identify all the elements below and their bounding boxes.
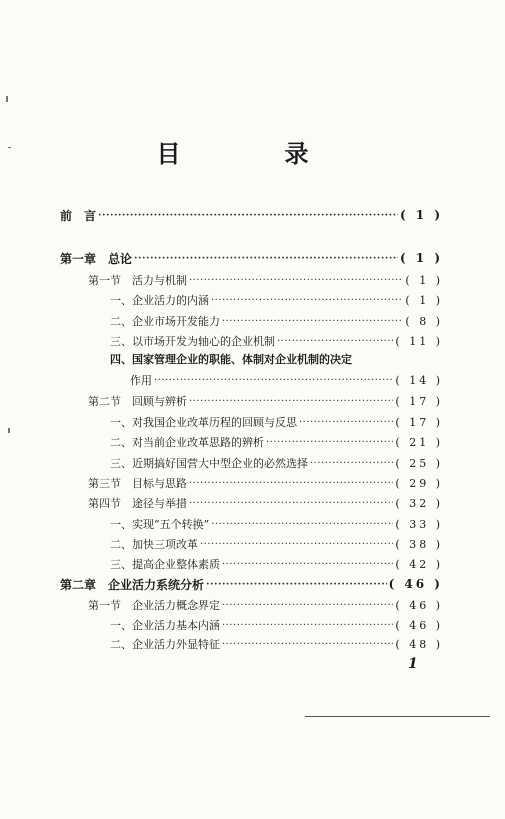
- toc-entry-label: 一、对我国企业改革历程的回顾与反思: [110, 416, 297, 429]
- toc-entry-section: [88, 473, 443, 493]
- toc-entry-label: 第二节 回顾与辨析: [88, 395, 187, 408]
- toc-entry-page: ( 46 ): [395, 618, 443, 632]
- toc-entry-page: ( 46 ): [395, 598, 443, 612]
- toc-leader-dots: [211, 295, 403, 306]
- toc-entry-page: ( 14 ): [395, 373, 443, 387]
- toc-entry-page: ( 25 ): [395, 456, 443, 470]
- toc-entry-label: 一、实现“五个转换”: [110, 518, 210, 531]
- toc-entry-label: 第二章 企业活力系统分析: [60, 577, 205, 592]
- toc-entry-chapter-2: [60, 574, 443, 594]
- toc-entry-label: 三、以市场开发为轴心的企业机制: [110, 335, 275, 348]
- toc-entry-first-line: 四、国家管理企业的职能、体制对企业机制的决定: [110, 353, 352, 366]
- toc-entry-subsection: [110, 412, 443, 432]
- toc-entry-subsection: [110, 290, 443, 310]
- page-title: 目 录: [156, 139, 349, 168]
- toc-entry-label: 二、企业市场开发能力: [110, 315, 220, 328]
- toc-leader-dots: [189, 275, 403, 286]
- toc-entry-page: ( 48 ): [395, 637, 443, 651]
- toc-entry-label: 前 言: [60, 208, 97, 223]
- toc-leader-dots: [277, 336, 393, 347]
- toc-entry-page: ( 8 ): [405, 314, 443, 328]
- toc-entry-page: ( 11 ): [395, 334, 443, 348]
- toc-entry-label: 一、企业活力基本内涵: [110, 619, 220, 632]
- toc-entry-page: ( 38 ): [395, 537, 443, 551]
- toc-entry-page: ( 17 ): [395, 394, 443, 408]
- toc-leader-dots: [222, 559, 393, 570]
- toc-leader-dots: [310, 458, 393, 469]
- toc-entry-label: 一、企业活力的内涵: [110, 294, 209, 307]
- toc-entry-page: ( 29 ): [395, 476, 443, 490]
- page-number: 1: [408, 656, 418, 672]
- toc-entry-page: ( 1 ): [405, 273, 443, 287]
- toc-entry-subsection: [110, 311, 443, 331]
- toc-entry-subsection: [110, 634, 443, 654]
- toc-leader-dots: [98, 210, 398, 221]
- toc-entry-subsection: [110, 331, 443, 351]
- toc-entry-label: 第一节 企业活力概念界定: [88, 599, 220, 612]
- toc-entry-preface: [60, 205, 443, 225]
- toc-entry-chapter-1: [60, 248, 443, 268]
- toc-entry-subsection: [110, 432, 443, 452]
- toc-entry-subsection: [110, 554, 443, 574]
- toc-leader-dots: [222, 316, 403, 327]
- toc-entry-label: 三、近期搞好国营大中型企业的必然选择: [110, 457, 308, 470]
- toc-entry-page: ( 42 ): [395, 557, 443, 571]
- toc-entry-label: 二、加快三项改革: [110, 538, 198, 551]
- toc-leader-dots: [134, 253, 398, 264]
- toc-entry-label: 第一章 总论: [60, 251, 133, 266]
- scan-mark: [8, 428, 10, 433]
- toc-leader-dots: [154, 375, 393, 386]
- toc-leader-dots: [211, 519, 393, 530]
- toc-entry-page: ( 46 ): [388, 577, 443, 591]
- toc-entry-section: [88, 391, 443, 411]
- toc-entry-label: 第一节 活力与机制: [88, 274, 187, 287]
- toc-entry-label: 三、提高企业整体素质: [110, 558, 220, 571]
- toc-entry-page: ( 21 ): [395, 435, 443, 449]
- toc-leader-dots: [200, 539, 393, 550]
- toc-entry-subsection: [110, 514, 443, 534]
- toc-leader-dots: [189, 498, 393, 509]
- toc-entry-page: ( 1 ): [399, 208, 443, 222]
- bottom-rule: [305, 716, 490, 717]
- toc-entry-page: ( 32 ): [395, 496, 443, 510]
- toc-entry-page: ( 17 ): [395, 415, 443, 429]
- toc-entry-subsection: [130, 370, 443, 390]
- toc-entry-label: 作用: [130, 374, 152, 387]
- toc-entry-page: ( 1 ): [405, 293, 443, 307]
- toc-entry-subsection: [110, 615, 443, 635]
- toc-leader-dots: [222, 620, 393, 631]
- toc-leader-dots: [299, 417, 393, 428]
- toc-entry-label: 第三节 目标与思路: [88, 477, 187, 490]
- toc-leader-dots: [189, 396, 393, 407]
- toc-leader-dots: [266, 437, 393, 448]
- toc-entry-label: 二、企业活力外显特征: [110, 638, 220, 651]
- toc-entry-section: [88, 595, 443, 615]
- toc-entry-section: [88, 493, 443, 513]
- toc-entry-label: 二、对当前企业改革思路的辨析: [110, 436, 264, 449]
- toc-entry-section: [88, 270, 443, 290]
- toc-entry-subsection: [110, 534, 443, 554]
- toc-leader-dots: [222, 600, 393, 611]
- toc-leader-dots: [189, 478, 393, 489]
- toc-leader-dots: [222, 639, 393, 650]
- toc-entry-page: ( 33 ): [395, 517, 443, 531]
- toc-entry-subsection: [110, 453, 443, 473]
- toc-entry-page: ( 1 ): [399, 251, 443, 265]
- scan-mark: [8, 147, 11, 148]
- toc-entry-label: 第四节 途径与举措: [88, 497, 187, 510]
- toc-leader-dots: [206, 579, 387, 590]
- scan-mark: [6, 96, 8, 102]
